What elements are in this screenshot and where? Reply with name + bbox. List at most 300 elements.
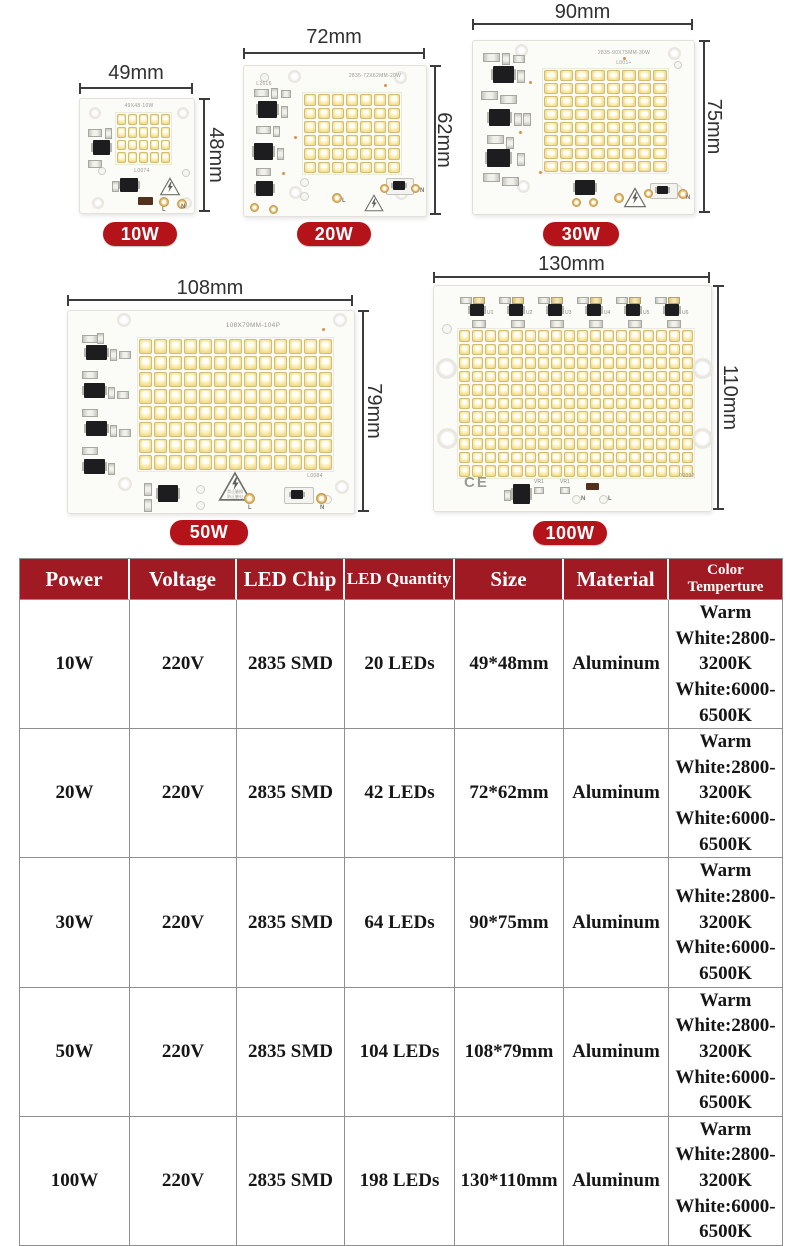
led-chip (229, 372, 242, 387)
resistor (550, 320, 564, 328)
led-chip (374, 121, 386, 133)
led-grid (543, 69, 668, 173)
ic-chip (575, 180, 595, 195)
silkscreen-code: 02092 (679, 473, 695, 479)
badge-10w: 10W (103, 222, 177, 246)
led-chip (511, 465, 522, 477)
led-chip (564, 330, 575, 342)
led-chip (638, 135, 652, 146)
led-chip (656, 344, 667, 356)
led-chip (564, 384, 575, 396)
dim-height-label-10w: 48mm (205, 127, 227, 183)
led-chip (538, 384, 549, 396)
led-chip (274, 339, 287, 354)
resistor (82, 371, 98, 379)
led-chip (564, 465, 575, 477)
led-chip (560, 135, 574, 146)
led-chip (638, 148, 652, 159)
screw-hole (177, 107, 189, 119)
led-chip (616, 438, 627, 450)
dim-width-label-20w: 72mm (306, 26, 362, 48)
led-chip (459, 411, 470, 423)
led-chip (259, 455, 272, 470)
cell-chip: 2835 SMD (237, 858, 345, 987)
led-chip (117, 114, 126, 125)
ic-chip (393, 181, 405, 190)
led-chip (184, 372, 197, 387)
led-chip (607, 96, 621, 107)
led-chip (591, 96, 605, 107)
led-chip (544, 70, 558, 81)
dim-height-label-50w: 79mm (363, 383, 385, 439)
led-chip (259, 439, 272, 454)
led-chip (346, 148, 358, 160)
cell-quantity: 64 LEDs (345, 858, 455, 987)
table-header-row (20, 559, 782, 600)
led-chip (653, 122, 667, 133)
led-chip (199, 339, 212, 354)
cell-quantity: 42 LEDs (345, 729, 455, 858)
led-chip (622, 109, 636, 120)
led-chip (551, 398, 562, 410)
ic-chip (258, 101, 277, 118)
led-chip (564, 344, 575, 356)
ic-chip (513, 484, 530, 504)
led-board-30w (472, 40, 695, 215)
silkscreen-logo: L2616 (256, 81, 272, 87)
via-dot (529, 81, 532, 84)
led-chip (244, 422, 257, 437)
led-chip (274, 372, 287, 387)
led-chip (603, 384, 614, 396)
via-dot (384, 84, 387, 87)
cell-quantity: 198 LEDs (345, 1117, 455, 1245)
led-board-50w (67, 310, 355, 514)
screw-hole (92, 197, 104, 209)
led-chip (669, 438, 680, 450)
ic-chip (254, 143, 273, 160)
ic-chip (158, 485, 178, 502)
table-row (20, 988, 782, 1117)
led-chip (544, 135, 558, 146)
led-chip (607, 135, 621, 146)
led-chip (525, 371, 536, 383)
led-chip (564, 425, 575, 437)
led-chip (682, 425, 693, 437)
led-chip (607, 148, 621, 159)
table-row (20, 1117, 782, 1245)
led-chip (214, 389, 227, 404)
led-chip (229, 439, 242, 454)
led-chip (564, 438, 575, 450)
resistor (506, 137, 514, 149)
led-chip (607, 122, 621, 133)
led-chip (551, 438, 562, 450)
led-chip (551, 411, 562, 423)
solder-pad (196, 501, 205, 510)
solder-pad (98, 167, 106, 175)
led-chip (161, 127, 170, 138)
led-chip (498, 465, 509, 477)
led-chip (485, 384, 496, 396)
led-chip (184, 455, 197, 470)
led-chip (544, 96, 558, 107)
led-chip (590, 425, 601, 437)
led-chip (616, 344, 627, 356)
cell-size: 90*75mm (455, 858, 564, 987)
led-chip (616, 425, 627, 437)
cell-voltage: 220V (130, 988, 237, 1117)
led-chip (669, 398, 680, 410)
ic-chip (256, 181, 273, 196)
led-chip (214, 372, 227, 387)
solder-pad (182, 169, 190, 177)
led-chip (643, 465, 654, 477)
led-chip (564, 357, 575, 369)
led-chip (551, 384, 562, 396)
led-chip (682, 411, 693, 423)
led-chip (616, 330, 627, 342)
led-chip (622, 161, 636, 172)
led-chip (590, 438, 601, 450)
led-chip (538, 371, 549, 383)
led-grid (303, 93, 401, 174)
led-chip (139, 422, 152, 437)
led-chip (139, 339, 152, 354)
led-chip (485, 438, 496, 450)
header-color-temperature: Color Temperture (669, 559, 782, 600)
led-chip (538, 411, 549, 423)
dim-width-label-10w: 49mm (108, 62, 164, 84)
led-chip (244, 406, 257, 421)
led-chip (332, 148, 344, 160)
led-chip (656, 357, 667, 369)
led-chip (289, 455, 302, 470)
led-chip (544, 109, 558, 120)
led-chip (229, 422, 242, 437)
resistor (504, 490, 511, 501)
led-chip (511, 357, 522, 369)
led-chip (161, 140, 170, 151)
header-material: Material (564, 559, 669, 600)
ic-chip (657, 186, 668, 194)
led-chip (607, 109, 621, 120)
led-chip (575, 135, 589, 146)
solder-pad (269, 205, 278, 214)
resistor (473, 297, 485, 304)
solder-pad (159, 197, 169, 207)
resistor (502, 177, 519, 186)
led-chip (332, 135, 344, 147)
led-chip (318, 94, 330, 106)
high-voltage-warning-icon (364, 194, 384, 212)
resistor (483, 173, 500, 182)
led-chip (459, 438, 470, 450)
led-chip (607, 161, 621, 172)
led-chip (117, 127, 126, 138)
screw-hole (333, 313, 347, 327)
led-chip (459, 452, 470, 464)
led-chip (591, 161, 605, 172)
led-chip (575, 83, 589, 94)
resistor (667, 320, 681, 328)
led-chip (184, 339, 197, 354)
ic-chip (587, 304, 601, 316)
led-chip (622, 135, 636, 146)
terminal-n-label: N (320, 505, 325, 511)
led-chip (154, 356, 167, 371)
led-chip (244, 372, 257, 387)
led-chip (154, 372, 167, 387)
led-chip (169, 439, 182, 454)
terminal-n-label: N (686, 195, 691, 201)
led-chip (638, 70, 652, 81)
led-chip (616, 357, 627, 369)
led-chip (560, 148, 574, 159)
led-chip (607, 70, 621, 81)
ic-label: U5 (643, 310, 650, 316)
resistor (551, 297, 563, 304)
led-chip (319, 389, 332, 404)
led-chip (199, 356, 212, 371)
led-chip (154, 406, 167, 421)
led-chip (591, 148, 605, 159)
led-chip (139, 372, 152, 387)
dim-line (79, 87, 193, 89)
resistor (82, 409, 98, 417)
led-chip (259, 389, 272, 404)
led-chip (525, 398, 536, 410)
led-chip (199, 455, 212, 470)
screw-hole (89, 107, 101, 119)
led-chip (575, 70, 589, 81)
led-chip (304, 455, 317, 470)
cell-material: Aluminum (564, 1117, 669, 1245)
led-chip (669, 371, 680, 383)
led-chip (199, 372, 212, 387)
led-chip (128, 127, 137, 138)
led-chip (682, 398, 693, 410)
led-chip (564, 371, 575, 383)
led-chip (629, 344, 640, 356)
led-chip (551, 371, 562, 383)
led-chip (538, 425, 549, 437)
ic-label: U1 (487, 310, 494, 316)
resistor (481, 91, 498, 100)
led-chip (498, 357, 509, 369)
led-chip (360, 94, 372, 106)
led-chip (346, 162, 358, 174)
led-chip (616, 398, 627, 410)
led-chip (591, 83, 605, 94)
led-chip (544, 83, 558, 94)
temp-warm: Warm White:2800-3200K (675, 731, 776, 804)
dim-height-label-30w: 75mm (703, 98, 725, 155)
led-chip (346, 121, 358, 133)
led-chip (629, 357, 640, 369)
led-chip (117, 152, 126, 163)
led-chip (304, 148, 316, 160)
led-chip (498, 384, 509, 396)
led-chip (360, 121, 372, 133)
ic-chip (548, 304, 562, 316)
dim-width-label-50w: 108mm (176, 277, 244, 299)
led-chip (498, 411, 509, 423)
led-chip (169, 422, 182, 437)
led-chip (544, 148, 558, 159)
high-voltage-warning-icon (623, 187, 647, 208)
led-chip (199, 439, 212, 454)
silkscreen-model: 2835-72X62MM-20W (348, 73, 402, 79)
led-chip (274, 406, 287, 421)
led-chip (560, 109, 574, 120)
led-chip (289, 422, 302, 437)
led-chip (360, 135, 372, 147)
led-chip (332, 94, 344, 106)
led-chip (485, 330, 496, 342)
led-chip (459, 330, 470, 342)
led-chip (150, 152, 159, 163)
led-chip (139, 114, 148, 125)
led-chip (229, 389, 242, 404)
led-chip (319, 339, 332, 354)
diode-component (586, 483, 599, 490)
led-chip (622, 122, 636, 133)
led-chip (511, 384, 522, 396)
ic-label: U4 (604, 310, 611, 316)
resistor (273, 126, 280, 137)
led-chip (603, 357, 614, 369)
led-chip (511, 411, 522, 423)
dim-width-label-100w: 130mm (538, 253, 605, 275)
led-chip (319, 455, 332, 470)
led-chip (274, 455, 287, 470)
led-chip (259, 372, 272, 387)
led-chip (575, 109, 589, 120)
led-chip (682, 384, 693, 396)
silkscreen-model: 2835-90X75MM-30W (597, 50, 651, 56)
table-row (20, 600, 782, 729)
led-chip (289, 439, 302, 454)
led-grid (138, 338, 333, 471)
solder-pad (442, 324, 452, 334)
temp-warm: Warm White:2800-3200K (675, 602, 776, 675)
led-chip (525, 452, 536, 464)
header-led-quantity: LED Quantity (345, 559, 455, 600)
led-chip (289, 356, 302, 371)
solder-pad (380, 184, 389, 193)
cell-size: 108*79mm (455, 988, 564, 1117)
led-chip (332, 121, 344, 133)
led-chip (575, 161, 589, 172)
led-chip (388, 121, 400, 133)
resistor (668, 297, 680, 304)
led-chip (577, 438, 588, 450)
led-chip (622, 148, 636, 159)
cell-power: 30W (20, 858, 130, 987)
led-chip (485, 411, 496, 423)
led-chip (319, 356, 332, 371)
led-chip (653, 109, 667, 120)
ic-label: U6 (682, 310, 689, 316)
cell-color-temperature (669, 858, 782, 987)
led-chip (154, 439, 167, 454)
led-chip (274, 439, 287, 454)
warning-text: 禁止触摸 (227, 489, 243, 494)
ic-chip (120, 178, 138, 192)
led-chip (564, 398, 575, 410)
led-chip (603, 344, 614, 356)
resistor (577, 297, 589, 304)
led-chip (629, 371, 640, 383)
via-dot (519, 131, 522, 134)
silkscreen-model: 108X79MM-104P (225, 322, 281, 329)
ic-chip (487, 149, 510, 167)
solder-pad (644, 189, 653, 198)
badge-20w: 20W (297, 222, 371, 246)
led-chip (485, 371, 496, 383)
led-chip (682, 344, 693, 356)
led-chip (669, 452, 680, 464)
dim-height-label-100w: 110mm (719, 364, 741, 431)
led-chip (199, 422, 212, 437)
spec-table (19, 558, 783, 1246)
led-chip (551, 465, 562, 477)
led-chip (139, 152, 148, 163)
led-chip (511, 344, 522, 356)
led-chip (653, 96, 667, 107)
led-chip (318, 162, 330, 174)
led-chip (184, 389, 197, 404)
resistor (511, 320, 525, 328)
led-chip (643, 344, 654, 356)
led-chip (274, 422, 287, 437)
cell-voltage: 220V (130, 729, 237, 858)
solder-pad (599, 495, 608, 504)
led-chip (525, 384, 536, 396)
led-chip (590, 357, 601, 369)
led-chip (525, 411, 536, 423)
ic-chip (86, 345, 107, 360)
led-chip (575, 122, 589, 133)
led-chip (577, 452, 588, 464)
terminal-l-label: L (608, 496, 612, 502)
led-chip (643, 411, 654, 423)
led-chip (139, 356, 152, 371)
temp-white: White:6000-6500K (675, 937, 776, 984)
table-row (20, 729, 782, 858)
cell-quantity: 20 LEDs (345, 600, 455, 729)
led-chip (629, 384, 640, 396)
led-chip (229, 356, 242, 371)
led-chip (459, 371, 470, 383)
led-chip (591, 109, 605, 120)
led-chip (128, 152, 137, 163)
led-chip (374, 162, 386, 174)
led-chip (289, 372, 302, 387)
dim-line (243, 52, 425, 54)
via-dot (294, 136, 297, 139)
led-chip (590, 452, 601, 464)
header-led-chip: LED Chip (237, 559, 345, 600)
silkscreen-model: 49X48-10W (124, 103, 154, 109)
dim-height-label-20w: 62mm (433, 112, 455, 168)
led-chip (538, 465, 549, 477)
led-chip (591, 135, 605, 146)
led-chip (360, 162, 372, 174)
led-chip (590, 330, 601, 342)
led-chip (459, 398, 470, 410)
